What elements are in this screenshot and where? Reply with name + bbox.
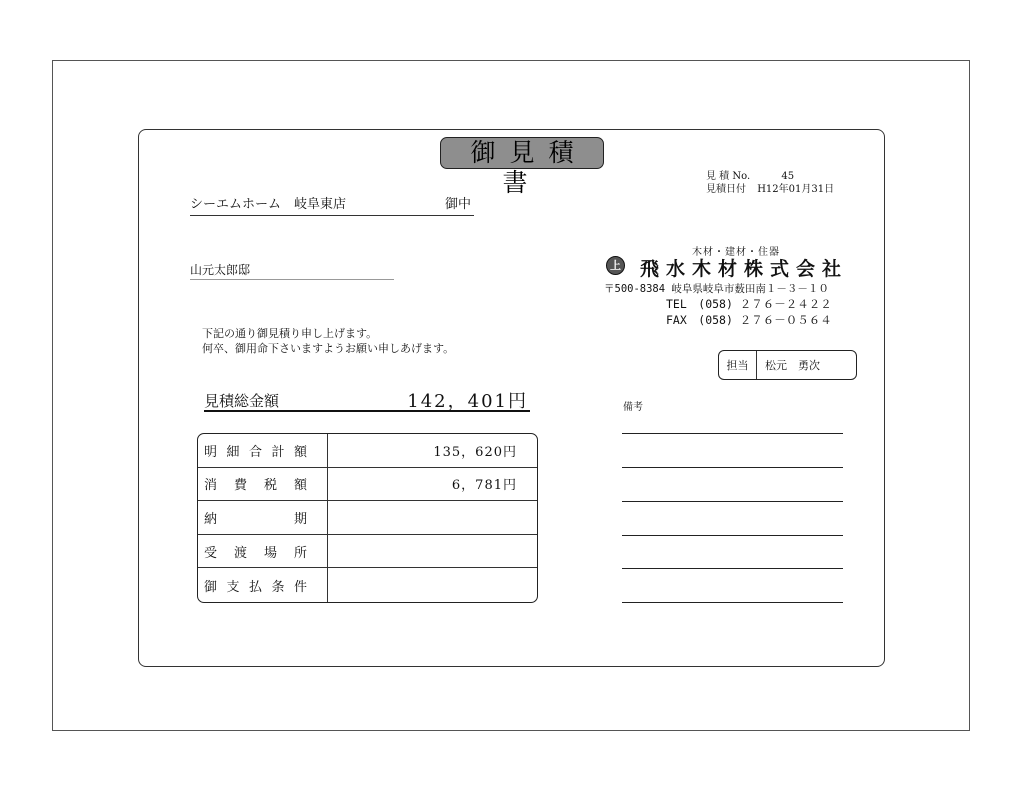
detail-label-char: 消 [204, 478, 218, 494]
company-tagline: 木材・建材・住器 [692, 247, 780, 258]
detail-table [197, 433, 538, 603]
company-tel: TEL (058) ２７６－２４２２ [666, 297, 832, 311]
total-value: 142，401円 [407, 391, 528, 412]
detail-label-char: 納 [204, 511, 218, 527]
greeting-message [202, 326, 454, 356]
company-name: 飛水木材株式会社 [640, 258, 849, 280]
detail-label-char: 支 [226, 579, 240, 595]
estimate-date-value: H12年01月31日 [757, 184, 835, 195]
detail-label-char: 所 [293, 545, 307, 561]
detail-label-char: 御 [204, 579, 218, 595]
detail-row-label [198, 535, 328, 568]
detail-row-value: 6，781円 [451, 478, 517, 494]
remarks-line [622, 602, 843, 603]
staff-name: 松元 勇次 [765, 359, 820, 372]
greeting-line-2: 何卒、御用命下さいますようお願い申しあげます。 [202, 342, 455, 355]
estimate-no-label: 見 積 No. [706, 171, 751, 182]
detail-row-label [198, 501, 328, 534]
recipient-line [190, 196, 474, 216]
remarks-line [622, 433, 843, 434]
remarks-line [622, 501, 843, 502]
detail-row [198, 535, 537, 569]
detail-label-char: 払 [248, 579, 262, 595]
estimate-date [706, 183, 834, 196]
remarks-line [622, 467, 843, 468]
remarks-line [622, 535, 843, 536]
project-name: 山元太郎邸 [190, 262, 394, 280]
estimate-no [706, 170, 794, 183]
detail-row [198, 501, 537, 535]
detail-label-char: 明 [204, 444, 218, 460]
total-label: 見積総金額 [204, 392, 280, 410]
company-logo: 上 [606, 256, 625, 275]
detail-label-char: 額 [293, 478, 307, 494]
detail-row-label [198, 434, 328, 467]
detail-label-char: 計 [271, 444, 285, 460]
detail-label-char: 受 [204, 545, 218, 561]
detail-row-value [329, 568, 517, 602]
detail-label-char: 条 [271, 579, 285, 595]
detail-label-char: 期 [293, 511, 307, 527]
detail-label-char: 費 [233, 478, 247, 494]
estimate-no-value: 45 [781, 171, 795, 182]
detail-row-label [198, 568, 328, 602]
detail-row-value [329, 535, 517, 568]
staff-box [718, 350, 857, 380]
detail-label-char: 額 [293, 444, 307, 460]
detail-row-value: 135，620円 [433, 444, 517, 460]
detail-row [198, 568, 537, 602]
greeting-line-1: 下記の通り御見積り申し上げます。 [202, 327, 378, 340]
total-amount [204, 390, 530, 412]
staff-label: 担当 [719, 351, 757, 379]
detail-label-char: 件 [293, 579, 307, 595]
detail-row-value [329, 501, 517, 534]
detail-label-char: 合 [248, 444, 262, 460]
recipient-honorific: 御中 [445, 197, 472, 212]
detail-row [198, 434, 537, 468]
detail-label-char: 場 [263, 545, 277, 561]
company-fax: FAX (058) ２７６－０５６４ [666, 313, 832, 327]
detail-row-label [198, 468, 328, 501]
document-title: 御見積書 [440, 137, 604, 169]
company-address: 〒500-8384 岐阜県岐阜市薮田南１－３－１０ [604, 283, 829, 295]
estimate-date-label: 見積日付 [706, 184, 746, 195]
detail-label-char: 税 [263, 478, 277, 494]
remarks-label: 備考 [623, 402, 643, 413]
detail-row [198, 468, 537, 502]
recipient-company: シーエムホーム 岐阜東店 [190, 197, 347, 212]
remarks-line [622, 568, 843, 569]
detail-label-char: 細 [226, 444, 240, 460]
detail-label-char: 渡 [233, 545, 247, 561]
